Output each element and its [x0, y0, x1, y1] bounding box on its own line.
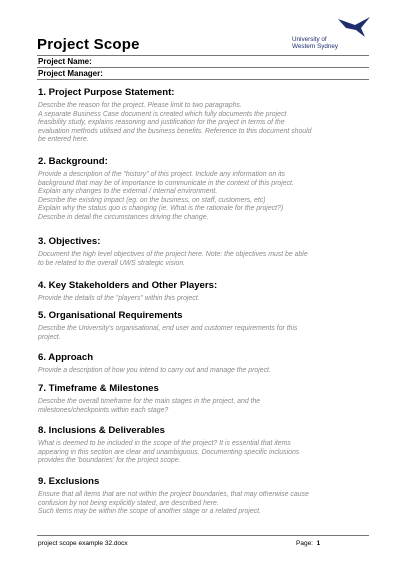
project-manager-label: Project Manager: — [38, 69, 103, 78]
section-heading: 7. Timeframe & Milestones — [38, 383, 159, 394]
logo-line-1: University of — [292, 36, 327, 43]
logo-text — [292, 36, 338, 50]
section-heading: 8. Inclusions & Deliverables — [38, 425, 165, 436]
section-background — [38, 156, 368, 223]
footer-rule — [37, 535, 369, 536]
section-heading: 6. Approach — [38, 352, 94, 363]
section-purpose — [38, 87, 368, 145]
section-body: Provide the details of the "players" within this project. — [38, 295, 200, 302]
section-body: Ensure that all items that are not within the project boundaries, that may otherwise cause confusion by not being explicitly stated, are described here. Such items may be within the scope of another stage or a related project. — [38, 491, 309, 516]
section-objectives — [38, 236, 368, 268]
section-heading: 3. Objectives: — [38, 236, 101, 247]
section-heading: 1. Project Purpose Statement: — [38, 87, 175, 98]
footer-filename: project scope example 32.docx — [38, 540, 128, 547]
section-inclusions — [38, 425, 368, 466]
logo-line-2: Western Sydney — [292, 43, 339, 50]
project-name-label: Project Name: — [38, 57, 92, 66]
section-timeframe — [38, 383, 368, 415]
project-name-rule — [37, 67, 369, 68]
section-approach — [38, 352, 368, 376]
project-manager-rule — [37, 79, 369, 80]
footer-page — [296, 540, 320, 547]
title-rule — [37, 55, 369, 56]
page-number: 1 — [316, 540, 321, 547]
section-heading: 9. Exclusions — [38, 476, 100, 487]
section-body: What is deemed to be included in the scope of the project? It is essential that items appearing in this section are clear and unambiguous. Documenting specific inclusions provides the 'boundaries' for the project scope. — [38, 440, 300, 465]
section-heading: 4. Key Stakeholders and Other Players: — [38, 280, 218, 291]
section-body: Document the high level objectives of the project here. Note: the objectives must be able to be related to the overall UWS strategic vision. — [38, 251, 308, 267]
section-heading: 5. Organisational Requirements — [38, 310, 183, 321]
university-logo — [292, 16, 372, 52]
section-stakeholders — [38, 280, 368, 304]
section-heading: 2. Background: — [38, 156, 108, 167]
section-exclusions — [38, 476, 368, 517]
section-body: Describe the University's organisational, end user and customer requirements for this project. — [38, 325, 298, 341]
page-label: Page: — [296, 540, 313, 547]
logo-bird-icon — [336, 16, 372, 38]
section-body: Describe the overall timeframe for the main stages in the project, and the milestones/checkpoints within each stage? — [38, 398, 261, 414]
section-body: Describe the reason for the project. Please limit to two paragraphs. A separate Business Case document is created which fully documents the project feasibility study, explains reasoning and justification for the project in terms of the evaluation methods utilised and the business benefits. Reference to this document should be entered here. — [38, 102, 312, 144]
page-title: Project Scope — [37, 36, 140, 53]
section-body: Provide a description of how you intend to carry out and manage the project. — [38, 367, 271, 374]
section-body: Provide a description of the "history" of this project. Include any information on its background that may be of importance to communicate in the context of this project. Explain any changes to the external / internal environment. Describe the existing impact (eg. on the business, on staff, customers, etc) Explain why the status quo is changing (ie. What is the rationale for the project?) Describe in detail the circumstances driving the change. — [38, 171, 294, 221]
section-organisational-requirements — [38, 310, 368, 342]
